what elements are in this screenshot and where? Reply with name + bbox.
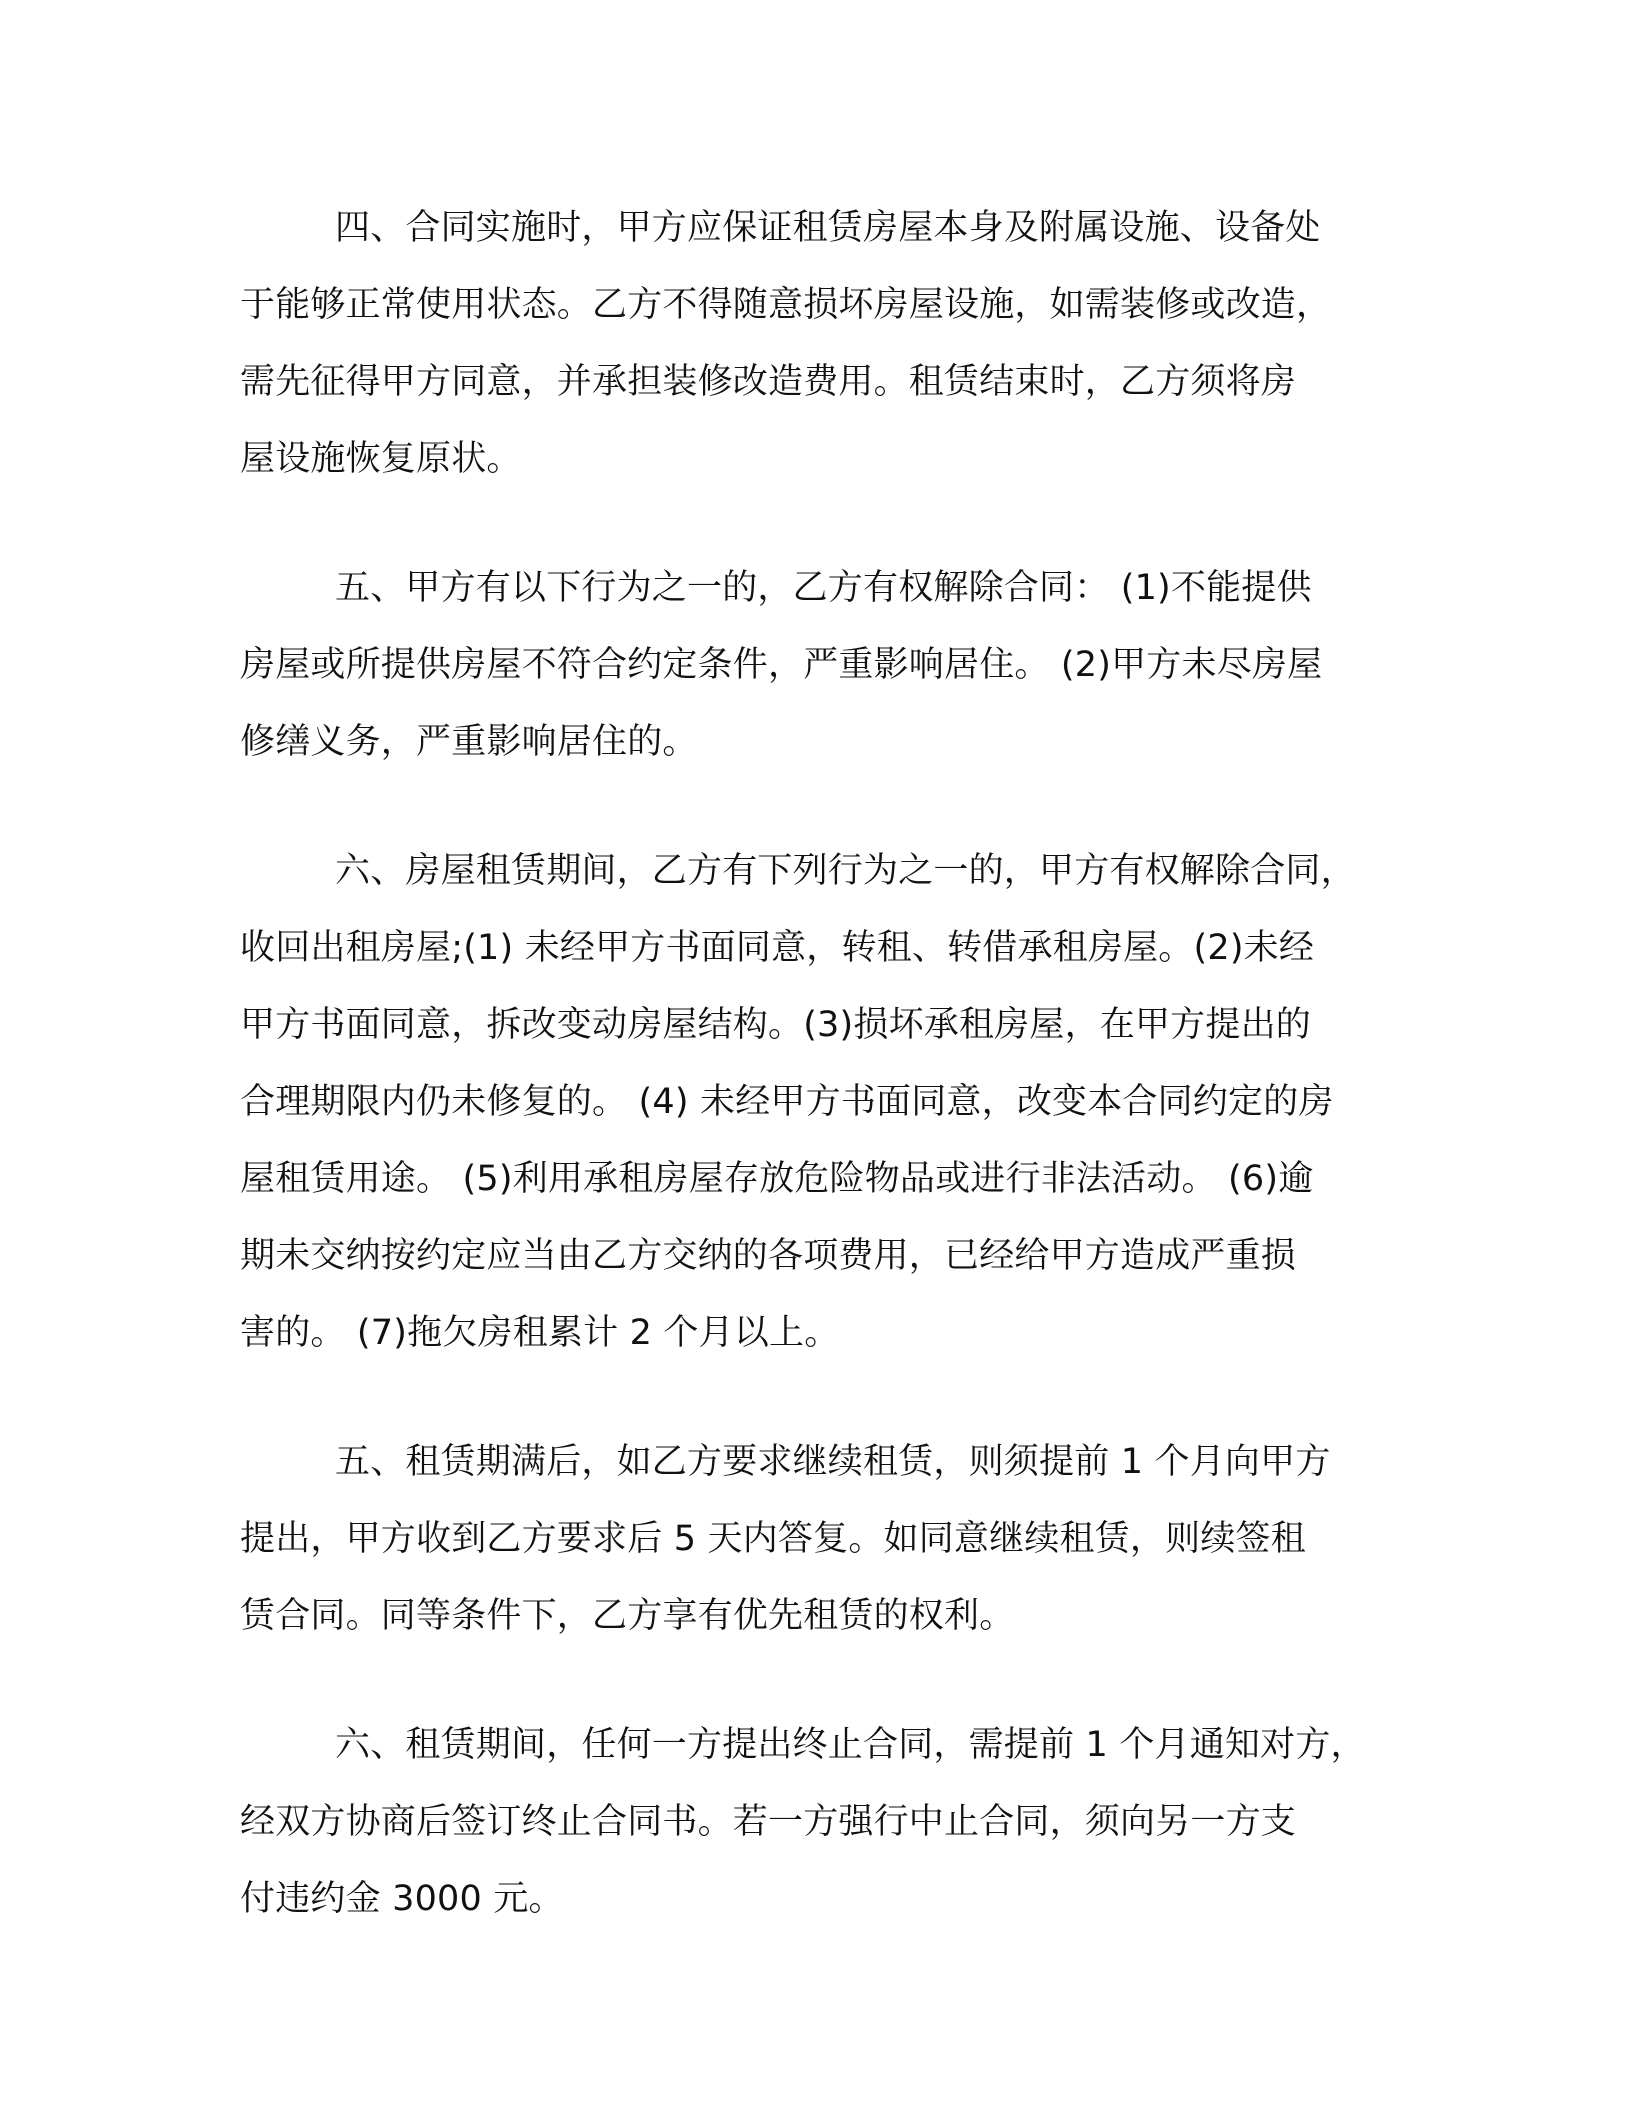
paragraph-line: 经双方协商后签订终止合同书。若一方强行中止合同，须向另一方支 [240, 1802, 1297, 1842]
paragraph-line: 害的。 (7)拖欠房租累计 2 个月以上。 [240, 1313, 840, 1353]
paragraph-line: 五、租赁期满后，如乙方要求继续租赁，则须提前 1 个月向甲方 [335, 1442, 1331, 1482]
clause-paragraph-5-renewal [240, 1424, 1400, 1655]
paragraph-line: 甲方书面同意，拆改变动房屋结构。(3)损坏承租房屋，在甲方提出的 [240, 1005, 1311, 1045]
paragraph-line: 修缮义务，严重影响居住的。 [240, 722, 698, 762]
paragraph-line: 于能够正常使用状态。乙方不得随意损坏房屋设施，如需装修或改造， [240, 285, 1332, 325]
paragraph-line: 收回出租房屋;(1) 未经甲方书面同意，转租、转借承租房屋。(2)未经 [240, 928, 1315, 968]
paragraph-line: 屋租赁用途。 (5)利用承租房屋存放危险物品或进行非法活动。 (6)逾 [240, 1159, 1314, 1199]
paragraph-line: 六、房屋租赁期间，乙方有下列行为之一的，甲方有权解除合同， [335, 851, 1356, 891]
clause-paragraph-4 [240, 190, 1400, 498]
paragraph-line: 期未交纳按约定应当由乙方交纳的各项费用，已经给甲方造成严重损 [240, 1236, 1297, 1276]
paragraph-line: 付违约金 3000 元。 [240, 1879, 564, 1919]
paragraph-line: 六、租赁期间，任何一方提出终止合同，需提前 1 个月通知对方， [335, 1725, 1366, 1765]
paragraph-line: 合理期限内仍未修复的。 (4) 未经甲方书面同意，改变本合同约定的房 [240, 1082, 1334, 1122]
paragraph-line: 需先征得甲方同意，并承担装修改造费用。租赁结束时，乙方须将房 [240, 362, 1297, 402]
paragraph-line: 提出，甲方收到乙方要求后 5 天内答复。如同意继续租赁，则续签租 [240, 1519, 1306, 1559]
paragraph-line: 四、合同实施时，甲方应保证租赁房屋本身及附属设施、设备处 [335, 208, 1321, 248]
paragraph-line: 房屋或所提供房屋不符合约定条件，严重影响居住。 (2)甲方未尽房屋 [240, 645, 1323, 685]
clause-paragraph-6-tenant-breach [240, 833, 1400, 1372]
paragraph-line: 屋设施恢复原状。 [240, 439, 522, 479]
paragraph-line: 五、甲方有以下行为之一的，乙方有权解除合同： (1)不能提供 [335, 568, 1312, 608]
clause-paragraph-6-termination [240, 1707, 1400, 1938]
clause-paragraph-5-landlord-breach [240, 550, 1400, 781]
paragraph-line: 赁合同。同等条件下，乙方享有优先租赁的权利。 [240, 1596, 1015, 1636]
document-body [240, 190, 1400, 1990]
